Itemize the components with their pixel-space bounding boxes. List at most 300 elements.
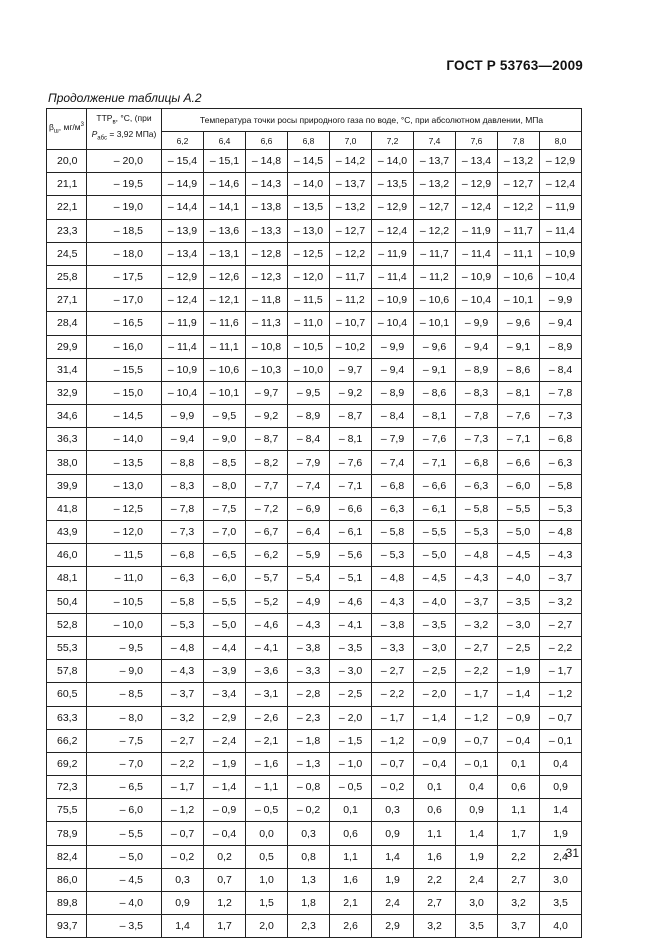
cell-dew-point: – 13,9	[162, 219, 204, 242]
cell-dew-point: – 6,3	[456, 474, 498, 497]
cell-ttp: – 12,0	[87, 521, 162, 544]
cell-dew-point: – 1,2	[540, 683, 582, 706]
cell-dew-point: – 5,8	[372, 521, 414, 544]
cell-dew-point: – 9,9	[456, 312, 498, 335]
cell-beta: 57,8	[47, 660, 87, 683]
cell-dew-point: – 7,6	[414, 428, 456, 451]
cell-dew-point: – 7,2	[246, 497, 288, 520]
cell-beta: 20,0	[47, 150, 87, 173]
cell-dew-point: – 13,2	[330, 196, 372, 219]
cell-dew-point: – 7,8	[540, 381, 582, 404]
cell-dew-point: – 7,3	[456, 428, 498, 451]
cell-ttp: – 7,5	[87, 729, 162, 752]
cell-dew-point: – 3,7	[456, 590, 498, 613]
cell-dew-point: – 2,0	[330, 706, 372, 729]
cell-dew-point: – 12,4	[540, 173, 582, 196]
cell-ttp: – 18,5	[87, 219, 162, 242]
cell-dew-point: – 12,5	[288, 242, 330, 265]
cell-dew-point: – 5,7	[246, 567, 288, 590]
table-row	[47, 544, 582, 567]
cell-dew-point: – 11,2	[330, 289, 372, 312]
cell-beta: 38,0	[47, 451, 87, 474]
cell-dew-point: – 8,9	[288, 405, 330, 428]
cell-dew-point: – 14,0	[288, 173, 330, 196]
cell-dew-point: – 5,3	[456, 521, 498, 544]
table-row	[47, 173, 582, 196]
cell-dew-point: – 14,5	[288, 150, 330, 173]
cell-dew-point: – 0,5	[330, 776, 372, 799]
cell-dew-point: – 14,8	[246, 150, 288, 173]
cell-dew-point: – 10,9	[540, 242, 582, 265]
cell-dew-point: 0,8	[288, 845, 330, 868]
cell-dew-point: – 4,1	[246, 636, 288, 659]
cell-dew-point: – 1,8	[288, 729, 330, 752]
cell-dew-point: – 4,4	[204, 636, 246, 659]
cell-ttp: – 10,0	[87, 613, 162, 636]
cell-dew-point: – 7,9	[372, 428, 414, 451]
cell-dew-point: – 3,8	[372, 613, 414, 636]
cell-dew-point: – 3,2	[456, 613, 498, 636]
table-row	[47, 892, 582, 915]
cell-dew-point: – 10,1	[498, 289, 540, 312]
cell-dew-point: – 13,8	[246, 196, 288, 219]
cell-dew-point: – 0,8	[288, 776, 330, 799]
cell-dew-point: 0,9	[540, 776, 582, 799]
cell-dew-point: – 1,7	[162, 776, 204, 799]
cell-dew-point: – 11,6	[204, 312, 246, 335]
cell-dew-point: 1,2	[204, 892, 246, 915]
table-row	[47, 196, 582, 219]
cell-dew-point: – 10,4	[540, 265, 582, 288]
cell-dew-point: 0,6	[414, 799, 456, 822]
cell-dew-point: – 14,6	[204, 173, 246, 196]
cell-dew-point: – 11,9	[540, 196, 582, 219]
cell-ttp: – 18,0	[87, 242, 162, 265]
cell-dew-point: 2,0	[246, 915, 288, 938]
cell-dew-point: – 2,5	[414, 660, 456, 683]
cell-dew-point: – 6,4	[288, 521, 330, 544]
cell-ttp: – 6,5	[87, 776, 162, 799]
cell-dew-point: – 5,8	[540, 474, 582, 497]
cell-dew-point: – 5,3	[540, 497, 582, 520]
cell-dew-point: – 4,0	[414, 590, 456, 613]
cell-dew-point: – 12,0	[288, 265, 330, 288]
cell-dew-point: – 7,4	[288, 474, 330, 497]
cell-dew-point: – 7,7	[246, 474, 288, 497]
cell-ttp: – 13,5	[87, 451, 162, 474]
cell-ttp: – 5,5	[87, 822, 162, 845]
table-row	[47, 799, 582, 822]
cell-dew-point: – 10,1	[204, 381, 246, 404]
cell-dew-point: 0,2	[204, 845, 246, 868]
cell-dew-point: – 7,9	[288, 451, 330, 474]
cell-dew-point: – 6,5	[204, 544, 246, 567]
cell-beta: 93,7	[47, 915, 87, 938]
cell-dew-point: – 9,0	[204, 428, 246, 451]
cell-beta: 69,2	[47, 752, 87, 775]
header-dew-point-group: Температура точки росы природного газа по воде, °С, при абсолютном давлении, МПа	[162, 109, 582, 132]
cell-dew-point: – 1,9	[498, 660, 540, 683]
cell-dew-point: – 13,7	[414, 150, 456, 173]
cell-dew-point: – 2,7	[456, 636, 498, 659]
page-number: 31	[565, 846, 579, 860]
cell-dew-point: 3,5	[456, 915, 498, 938]
cell-dew-point: 0,1	[414, 776, 456, 799]
cell-dew-point: 3,5	[540, 892, 582, 915]
cell-beta: 39,9	[47, 474, 87, 497]
cell-dew-point: – 2,7	[540, 613, 582, 636]
cell-ttp: – 16,5	[87, 312, 162, 335]
header-pressure: 6,6	[246, 132, 288, 150]
cell-dew-point: – 10,8	[246, 335, 288, 358]
cell-ttp: – 6,0	[87, 799, 162, 822]
cell-ttp: – 7,0	[87, 752, 162, 775]
cell-ttp: – 8,5	[87, 683, 162, 706]
cell-dew-point: – 0,2	[372, 776, 414, 799]
cell-dew-point: – 9,6	[414, 335, 456, 358]
cell-dew-point: – 12,7	[330, 219, 372, 242]
cell-dew-point: – 6,3	[162, 567, 204, 590]
cell-dew-point: – 6,1	[414, 497, 456, 520]
cell-dew-point: – 6,3	[372, 497, 414, 520]
cell-dew-point: 2,4	[540, 845, 582, 868]
cell-dew-point: – 11,5	[288, 289, 330, 312]
cell-dew-point: – 5,4	[288, 567, 330, 590]
cell-dew-point: – 9,2	[330, 381, 372, 404]
cell-ttp: – 9,5	[87, 636, 162, 659]
cell-dew-point: – 2,7	[162, 729, 204, 752]
cell-beta: 23,3	[47, 219, 87, 242]
cell-dew-point: – 1,7	[372, 706, 414, 729]
cell-dew-point: – 6,8	[456, 451, 498, 474]
cell-dew-point: – 2,5	[498, 636, 540, 659]
cell-dew-point: – 10,4	[372, 312, 414, 335]
cell-dew-point: – 8,3	[162, 474, 204, 497]
cell-dew-point: – 11,7	[414, 242, 456, 265]
cell-beta: 34,6	[47, 405, 87, 428]
header-pressure: 7,8	[498, 132, 540, 150]
cell-dew-point: – 4,5	[498, 544, 540, 567]
table-row	[47, 776, 582, 799]
cell-dew-point: – 10,1	[414, 312, 456, 335]
cell-dew-point: – 11,1	[498, 242, 540, 265]
table-row	[47, 405, 582, 428]
cell-dew-point: – 12,9	[456, 173, 498, 196]
cell-dew-point: – 2,0	[414, 683, 456, 706]
cell-beta: 22,1	[47, 196, 87, 219]
cell-dew-point: – 4,3	[540, 544, 582, 567]
cell-dew-point: – 12,7	[498, 173, 540, 196]
cell-dew-point: – 4,0	[498, 567, 540, 590]
cell-dew-point: – 12,4	[372, 219, 414, 242]
cell-dew-point: – 8,6	[498, 358, 540, 381]
cell-dew-point: 1,4	[372, 845, 414, 868]
cell-beta: 66,2	[47, 729, 87, 752]
cell-dew-point: – 10,0	[288, 358, 330, 381]
cell-dew-point: – 7,4	[372, 451, 414, 474]
cell-dew-point: – 3,2	[162, 706, 204, 729]
cell-beta: 31,4	[47, 358, 87, 381]
cell-dew-point: – 10,9	[162, 358, 204, 381]
cell-dew-point: – 2,8	[288, 683, 330, 706]
cell-beta: 24,5	[47, 242, 87, 265]
cell-dew-point: – 4,3	[162, 660, 204, 683]
cell-dew-point: – 13,5	[288, 196, 330, 219]
table-row	[47, 567, 582, 590]
cell-dew-point: – 6,2	[246, 544, 288, 567]
cell-dew-point: – 9,5	[204, 405, 246, 428]
cell-dew-point: – 6,9	[288, 497, 330, 520]
cell-dew-point: – 3,4	[204, 683, 246, 706]
cell-dew-point: – 3,8	[288, 636, 330, 659]
cell-dew-point: 4,0	[540, 915, 582, 938]
cell-dew-point: – 13,1	[204, 242, 246, 265]
cell-dew-point: 3,2	[414, 915, 456, 938]
table-row	[47, 729, 582, 752]
cell-dew-point: 0,9	[372, 822, 414, 845]
cell-dew-point: – 3,9	[204, 660, 246, 683]
cell-dew-point: – 0,5	[246, 799, 288, 822]
cell-ttp: – 17,0	[87, 289, 162, 312]
cell-dew-point: – 10,2	[330, 335, 372, 358]
cell-dew-point: – 8,1	[330, 428, 372, 451]
cell-beta: 27,1	[47, 289, 87, 312]
cell-beta: 48,1	[47, 567, 87, 590]
cell-dew-point: 2,3	[288, 915, 330, 938]
cell-dew-point: – 2,4	[204, 729, 246, 752]
cell-beta: 28,4	[47, 312, 87, 335]
cell-dew-point: – 12,2	[414, 219, 456, 242]
cell-dew-point: – 8,8	[162, 451, 204, 474]
cell-dew-point: – 9,9	[372, 335, 414, 358]
table-row	[47, 265, 582, 288]
cell-dew-point: – 6,6	[498, 451, 540, 474]
table-row	[47, 219, 582, 242]
table-row	[47, 428, 582, 451]
cell-beta: 82,4	[47, 845, 87, 868]
cell-dew-point: 1,6	[330, 868, 372, 891]
cell-dew-point: 3,7	[498, 915, 540, 938]
cell-ttp: – 14,0	[87, 428, 162, 451]
cell-dew-point: – 0,7	[162, 822, 204, 845]
cell-dew-point: 1,8	[288, 892, 330, 915]
cell-dew-point: 0,1	[330, 799, 372, 822]
table-row	[47, 752, 582, 775]
header-pressure: 6,8	[288, 132, 330, 150]
cell-dew-point: – 13,0	[288, 219, 330, 242]
cell-dew-point: – 9,4	[162, 428, 204, 451]
cell-dew-point: – 10,3	[246, 358, 288, 381]
cell-dew-point: – 10,9	[456, 265, 498, 288]
cell-dew-point: – 12,9	[372, 196, 414, 219]
cell-dew-point: – 10,6	[498, 265, 540, 288]
cell-dew-point: – 0,4	[498, 729, 540, 752]
cell-dew-point: – 4,1	[330, 613, 372, 636]
cell-dew-point: – 11,7	[330, 265, 372, 288]
cell-dew-point: – 3,3	[288, 660, 330, 683]
cell-dew-point: – 4,8	[372, 567, 414, 590]
cell-beta: 63,3	[47, 706, 87, 729]
cell-dew-point: – 8,1	[414, 405, 456, 428]
cell-dew-point: – 6,6	[414, 474, 456, 497]
cell-dew-point: – 3,2	[540, 590, 582, 613]
cell-dew-point: 0,3	[372, 799, 414, 822]
cell-dew-point: – 14,2	[330, 150, 372, 173]
cell-beta: 52,8	[47, 613, 87, 636]
cell-dew-point: – 1,9	[204, 752, 246, 775]
cell-dew-point: – 0,4	[204, 822, 246, 845]
cell-dew-point: – 7,5	[204, 497, 246, 520]
table-row	[47, 451, 582, 474]
table-row	[47, 868, 582, 891]
cell-dew-point: – 10,6	[204, 358, 246, 381]
cell-dew-point: – 13,3	[246, 219, 288, 242]
cell-dew-point: 1,1	[330, 845, 372, 868]
cell-dew-point: 0,3	[162, 868, 204, 891]
header-pressure: 8,0	[540, 132, 582, 150]
cell-ttp: – 11,0	[87, 567, 162, 590]
cell-dew-point: – 5,3	[162, 613, 204, 636]
cell-dew-point: – 0,1	[456, 752, 498, 775]
cell-ttp: – 4,0	[87, 892, 162, 915]
cell-dew-point: 2,2	[498, 845, 540, 868]
cell-dew-point: 0,6	[330, 822, 372, 845]
cell-dew-point: – 8,9	[456, 358, 498, 381]
cell-dew-point: – 9,7	[246, 381, 288, 404]
cell-beta: 29,9	[47, 335, 87, 358]
cell-dew-point: – 1,2	[456, 706, 498, 729]
cell-ttp: – 20,0	[87, 150, 162, 173]
cell-ttp: – 17,5	[87, 265, 162, 288]
dew-point-table	[46, 108, 582, 938]
table-row	[47, 683, 582, 706]
cell-dew-point: – 11,4	[456, 242, 498, 265]
cell-dew-point: – 3,0	[330, 660, 372, 683]
cell-dew-point: 3,0	[456, 892, 498, 915]
cell-dew-point: 1,4	[456, 822, 498, 845]
cell-dew-point: – 0,4	[414, 752, 456, 775]
cell-dew-point: – 5,0	[204, 613, 246, 636]
table-row	[47, 590, 582, 613]
cell-dew-point: – 4,8	[540, 521, 582, 544]
cell-dew-point: – 3,3	[372, 636, 414, 659]
cell-dew-point: – 11,9	[372, 242, 414, 265]
cell-ttp: – 5,0	[87, 845, 162, 868]
cell-dew-point: – 3,7	[162, 683, 204, 706]
cell-ttp: – 16,0	[87, 335, 162, 358]
cell-dew-point: – 0,9	[204, 799, 246, 822]
cell-dew-point: – 9,4	[456, 335, 498, 358]
cell-beta: 50,4	[47, 590, 87, 613]
table-row	[47, 381, 582, 404]
table-row	[47, 845, 582, 868]
cell-dew-point: – 0,7	[372, 752, 414, 775]
cell-dew-point: – 6,8	[162, 544, 204, 567]
cell-dew-point: – 2,2	[456, 660, 498, 683]
cell-dew-point: – 4,3	[288, 613, 330, 636]
cell-dew-point: – 8,6	[414, 381, 456, 404]
cell-dew-point: – 11,9	[456, 219, 498, 242]
cell-dew-point: – 1,4	[204, 776, 246, 799]
cell-dew-point: – 0,2	[288, 799, 330, 822]
cell-dew-point: – 10,6	[414, 289, 456, 312]
cell-beta: 36,3	[47, 428, 87, 451]
cell-dew-point: – 9,4	[372, 358, 414, 381]
cell-dew-point: 1,7	[498, 822, 540, 845]
cell-dew-point: – 1,7	[456, 683, 498, 706]
cell-dew-point: 1,6	[414, 845, 456, 868]
cell-dew-point: – 1,2	[162, 799, 204, 822]
cell-dew-point: – 8,7	[246, 428, 288, 451]
table-row	[47, 242, 582, 265]
cell-dew-point: – 6,8	[372, 474, 414, 497]
cell-dew-point: – 5,5	[498, 497, 540, 520]
cell-dew-point: – 13,2	[414, 173, 456, 196]
cell-dew-point: – 4,5	[414, 567, 456, 590]
cell-dew-point: – 7,3	[162, 521, 204, 544]
cell-dew-point: – 6,3	[540, 451, 582, 474]
cell-dew-point: – 7,3	[540, 405, 582, 428]
cell-dew-point: – 3,5	[414, 613, 456, 636]
cell-ttp: – 19,5	[87, 173, 162, 196]
cell-dew-point: – 9,4	[540, 312, 582, 335]
cell-dew-point: 1,5	[246, 892, 288, 915]
cell-dew-point: 2,4	[372, 892, 414, 915]
cell-ttp: – 4,5	[87, 868, 162, 891]
cell-dew-point: – 13,7	[330, 173, 372, 196]
cell-dew-point: – 4,6	[330, 590, 372, 613]
cell-dew-point: 3,0	[540, 868, 582, 891]
cell-beta: 55,3	[47, 636, 87, 659]
cell-beta: 32,9	[47, 381, 87, 404]
cell-dew-point: 1,1	[414, 822, 456, 845]
cell-ttp: – 9,0	[87, 660, 162, 683]
cell-beta: 43,9	[47, 521, 87, 544]
cell-dew-point: 2,7	[414, 892, 456, 915]
cell-dew-point: – 8,1	[498, 381, 540, 404]
cell-dew-point: – 7,1	[414, 451, 456, 474]
cell-dew-point: – 5,5	[204, 590, 246, 613]
cell-dew-point: – 3,5	[498, 590, 540, 613]
cell-dew-point: – 0,2	[162, 845, 204, 868]
table-row	[47, 660, 582, 683]
cell-dew-point: – 12,2	[330, 242, 372, 265]
cell-beta: 25,8	[47, 265, 87, 288]
cell-dew-point: – 11,4	[540, 219, 582, 242]
cell-dew-point: – 11,0	[288, 312, 330, 335]
cell-dew-point: – 0,1	[540, 729, 582, 752]
cell-dew-point: – 9,2	[246, 405, 288, 428]
table-row	[47, 312, 582, 335]
cell-ttp: – 19,0	[87, 196, 162, 219]
table-row	[47, 497, 582, 520]
cell-dew-point: – 1,1	[246, 776, 288, 799]
cell-dew-point: 1,0	[246, 868, 288, 891]
cell-dew-point: – 4,9	[288, 590, 330, 613]
cell-dew-point: – 11,4	[372, 265, 414, 288]
cell-dew-point: 2,4	[456, 868, 498, 891]
cell-dew-point: – 13,6	[204, 219, 246, 242]
cell-dew-point: 1,9	[456, 845, 498, 868]
cell-dew-point: – 9,1	[498, 335, 540, 358]
cell-dew-point: – 12,8	[246, 242, 288, 265]
cell-dew-point: – 3,0	[414, 636, 456, 659]
cell-dew-point: – 5,2	[246, 590, 288, 613]
cell-dew-point: – 9,5	[288, 381, 330, 404]
cell-dew-point: – 12,7	[414, 196, 456, 219]
table-row	[47, 335, 582, 358]
cell-dew-point: – 10,7	[330, 312, 372, 335]
